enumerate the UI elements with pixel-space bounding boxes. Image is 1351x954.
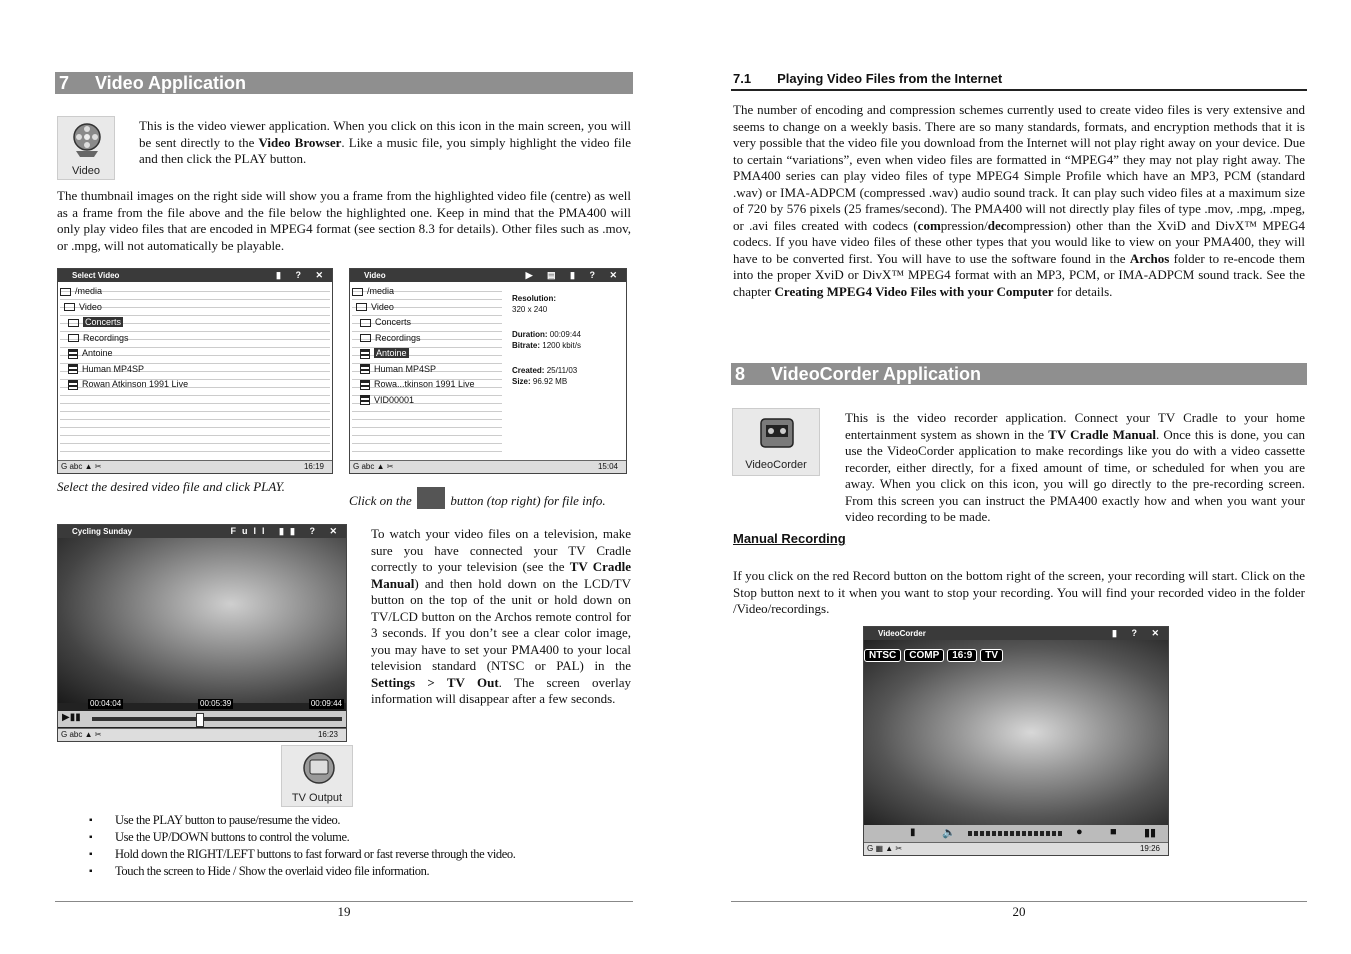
mode-buttons	[864, 645, 1006, 663]
video-app-icon[interactable]	[57, 116, 115, 180]
status-bar: G ▦ ▲ ✂ 19:26	[864, 842, 1168, 855]
list-item[interactable]: Concerts	[60, 315, 188, 331]
tv-icon	[302, 750, 336, 786]
video-playback-screenshot: Cycling Sunday Full ▮▮ ? ✕ 00:04:04 00:05:39 00:09:44 ▶▮▮ G abc ▲ ✂ 16:23	[57, 524, 347, 742]
screen-titlebar: VideoCorder ▮ ? ✕	[864, 627, 1168, 640]
list-item[interactable]: Human MP4SP	[352, 362, 475, 378]
bullet-list	[115, 812, 516, 880]
icon-label: Video	[72, 165, 100, 177]
file-info-panel: Resolution: 320 x 240 Duration: 00:09:44 Bitrate: 1200 kbit/s Created: 25/11/03 Size: 96.92 MB	[512, 294, 581, 386]
thumbnail-paragraph: The thumbnail images on the right side will show you a frame from the highlighted video file (centre) as well as a frame from the file above and the file below the highlighted one. Keep in mind that the PMA400 will only play video files that are encoded in MPEG4 format (see section 8.3 for details). Other files such as .mov, or .mpg, will not automatically be playable.	[57, 188, 631, 253]
page-20	[731, 0, 1307, 954]
tv-paragraph: To watch your video files on a television, make sure you have connected your TV Cradle correctly to your television (see the TV Cradle Manual) and then hold down on the LCD/TV button on the top of the unit or hold down on TV/LCD button on the Archos remote control for 3 seconds. If you don’t see a clear color image, you may have to set your PMA400 to your local television standard (NTSC or PAL) in the Settings > TV Out. The screen overlay information will disappear after a few seconds.	[371, 526, 632, 706]
list-item[interactable]: Antoine	[352, 346, 475, 362]
manual-recording-paragraph: If you click on the red Record button on the bottom right of the screen, your recording will start. Click on the Stop button next to it when you want to stop your recording. You will find your recorded video in the folder /Video/recordings.	[733, 568, 1305, 616]
speaker-icon: 🔈	[942, 827, 956, 839]
aspect-button[interactable]: 16:9	[947, 649, 977, 662]
status-bar: G abc ▲ ✂ 16:19	[58, 460, 332, 473]
progress-handle[interactable]	[196, 713, 204, 727]
recording-controls	[864, 825, 1168, 842]
subsection-7-1-header: 7.1 Playing Video Files from the Internet	[733, 71, 1003, 86]
list-item: ▪ Hold down the RIGHT/LEFT buttons to fast forward or fast reverse through the video.	[115, 846, 516, 863]
subsection-rule	[731, 89, 1307, 91]
level-meter	[968, 831, 1064, 836]
playback-controls	[58, 711, 346, 727]
videocorder-paragraph: This is the video recorder application. Connect your TV Cradle to your home entertainment system as shown in the TV Cradle Manual. Once this is done, you can use the VideoCorder application to make recordings like you do with a video cassette recorder, either directly, for a fixed amount of time, or scheduled for when you are away. When you click on this icon, you will go directly to the pre-recording screen. From this screen you can instruct the PMA400 exactly how and when you want your video recording to be made.	[845, 410, 1306, 524]
select-video-screenshot	[57, 268, 333, 474]
videocassette-icon	[757, 413, 797, 455]
ntsc-button[interactable]: NTSC	[864, 649, 901, 662]
page-number: 20	[1012, 904, 1026, 919]
slider-handle[interactable]: ▮	[910, 827, 916, 838]
caption-file-info: Click on the button (top right) for file info.	[349, 487, 606, 509]
icon-label: TV Output	[291, 792, 343, 804]
tv-output-icon[interactable]	[281, 745, 353, 807]
status-bar: G abc ▲ ✂ 16:23	[58, 728, 346, 741]
progress-track[interactable]	[92, 717, 342, 721]
list-item[interactable]: Video	[352, 300, 475, 316]
screen-titlebar: Cycling Sunday Full ▮▮ ? ✕	[58, 525, 346, 538]
video-preview	[864, 640, 1168, 825]
screen-titlebar: Video ▶ ▤ ▮ ? ✕	[350, 269, 626, 282]
list-item: ▪ Touch the screen to Hide / Show the overlaid video file information.	[115, 863, 516, 880]
list-item[interactable]: Recordings	[60, 331, 188, 347]
caption-select-video: Select the desired video file and click PLAY.	[57, 479, 285, 494]
list-item[interactable]: Human MP4SP	[60, 362, 188, 378]
manual-recording-heading: Manual Recording	[733, 531, 846, 546]
intro-paragraph: This is the video viewer application. When you click on this icon in the main screen, you will be sent directly to the Video Browser. Like a music file, you simply highlight the video file and then click the PLAY button.	[139, 118, 631, 166]
list-item[interactable]: Antoine	[60, 346, 188, 362]
list-item[interactable]: Rowa...tkinson 1991 Live	[352, 377, 475, 393]
tv-button[interactable]: TV	[980, 649, 1003, 662]
play-pause-icon[interactable]: ▶▮▮	[62, 712, 81, 723]
pause-button[interactable]: ▮▮	[1144, 827, 1157, 839]
stop-button[interactable]: ■	[1110, 826, 1117, 838]
screen-titlebar: Select Video ▮ ? ✕	[58, 269, 332, 282]
film-reel-icon	[70, 121, 104, 159]
footer-rule	[731, 901, 1307, 902]
list-item[interactable]: Recordings	[352, 331, 475, 347]
section-title: VideoCorder Application	[771, 364, 982, 384]
list-item[interactable]: VID00001	[352, 393, 475, 409]
list-item[interactable]: /media	[352, 284, 475, 300]
internet-paragraph: The number of encoding and compression schemes currently used to create video files is very extensive and seems to change on a weekly basis. There are so many standards, formats, and encryption methods that it is very possible that the video file you download from the Internet will not play right away on your device. Due to certain “variations”, even when video files are formatted in “MPEG4” they may not play right away. The PMA400 series can play video files of type MPEG4 Simple Profile which have an MP3, PCM (standard .wav) or IMA-ADPCM (compressed .wav) audio sound track. It can play such video files at a maximum size of 720 by 576 pixels (25 frames/second). The PMA400 will not directly play files of type .mov, .mpg, .mpeg, or .avi files created with codecs (compression/decompression) other than the XviD and DivX™ MPEG4 codecs. If you have video files of these other types that you would like to view on your PMA400, they will have to be converted first. You will have to use the software found in the Archos folder to re-encode them into the proper XviD or DivX™ MPEG4 format with an MP3, PCM, or IMA-ADPCM sound track. See the chapter Creating MPEG4 Video Files with your Computer for details.	[733, 102, 1305, 299]
page-19	[55, 0, 633, 954]
section-number: 7	[59, 73, 70, 93]
videocorder-screenshot	[863, 626, 1169, 856]
video-info-screenshot	[349, 268, 627, 474]
video-frame	[58, 538, 346, 703]
section-number: 8	[735, 364, 746, 384]
section-7-header	[55, 72, 633, 94]
videocorder-app-icon[interactable]	[732, 408, 820, 476]
record-button[interactable]: ●	[1076, 826, 1083, 838]
status-bar: G abc ▲ ✂ 15:04	[350, 460, 626, 473]
section-8-header	[731, 363, 1307, 385]
footer-rule	[55, 901, 633, 902]
comp-button[interactable]: COMP	[904, 649, 944, 662]
info-button-icon	[417, 487, 445, 509]
list-item[interactable]: Concerts	[352, 315, 475, 331]
icon-label: VideoCorder	[745, 459, 807, 471]
section-title: Video Application	[95, 73, 247, 93]
list-item: ▪ Use the UP/DOWN buttons to control the volume.	[115, 829, 516, 846]
list-item[interactable]: /media	[60, 284, 188, 300]
page-number: 19	[337, 904, 351, 919]
list-item: ▪ Use the PLAY button to pause/resume the video.	[115, 812, 516, 829]
file-list	[352, 284, 475, 408]
list-item[interactable]: Video	[60, 300, 188, 316]
file-list	[60, 284, 188, 393]
list-item[interactable]: Rowan Atkinson 1991 Live	[60, 377, 188, 393]
